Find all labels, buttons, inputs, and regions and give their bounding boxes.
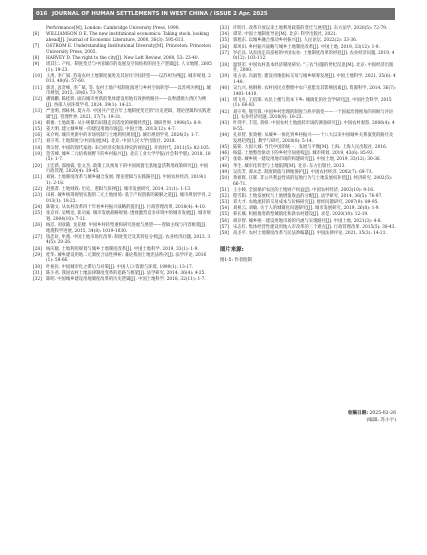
reference-text: 程雪阳. 土地发展权与土地增值收益的分配[J]. 法学研究, 2014, 36(5): 76-97. [233,193,383,199]
reference-number: [27] [33,234,42,240]
reference-text: 刘祖云, 刘敏. 关于人的城镇化问题研究[J]. 城市发展研究, 2019, 26(8): 1-9. [233,206,380,212]
reference-text: 韩长赋. 积极推进新型城镇化和新农村建设[J]. 求是, 2020(10): 12-19. [233,212,369,218]
reference-text: 陈小君. 我国农村土地法律制度变革的思路与框架[J]. 法学研究, 2014, 36(4): 4-25. [46,270,206,276]
reference-text: 韩俊. 土地政策: 从小规模均田制走向适度的规模经营[J]. 调研世界, 1998(5): 8-9. [46,120,202,126]
reference-number: [14] [33,120,42,126]
reference-text: 周飞舟, 王绍琛. 农民上楼与资本下乡: 城镇化的社会学研究[J]. 中国社会科学, 2015(1): 66-83. [233,97,392,109]
reference-text: 温铁军. 中国农村基本经济制度研究: "三农"问题的世纪反思[M]. 北京: 中国经济出版社, 2000. [233,62,394,74]
reference-item [33,139,212,145]
reference-item [33,247,212,253]
reference-number: [7] [33,43,40,49]
reference-item [220,157,396,163]
reference-text: 叶裕民. 中国城市化之滞后与对策[J]. 中国人口·资源与环境, 1999(1): 13-17. [46,264,194,270]
reference-item [220,110,396,121]
reference-number: [51] [220,187,229,193]
reference-item [220,51,396,62]
reference-text: 叶剑平, 丰雷, 蒋妍. 中国农村土地流转市场的调查研究[J]. 中国农村观察, 2006(4): 48-55. [233,121,395,133]
reference-number: [48] [220,163,229,169]
reference-number: [43] [220,121,229,127]
reference-item [220,63,396,74]
reference-text: 郑风田. 乡村振兴战略与城乡土地制度改革[J]. 中国土地, 2019, 33(12): 1-9. [233,44,380,50]
reference-text: WILLIAMSON O E. The new institutional economics: Taking stock, looking ahead[J]. Journal of Economic Literature, 2000, 38(3): 595-613. [46,32,209,43]
reference-item [33,109,212,120]
reference-text: 杨忍, 刘彦随, 龙花楼. 中国乡村转型重构研究进展与展望——逻辑主线与内容框架[J]. 地理科学进展, 2015, 34(8): 1019-1030. [46,223,207,234]
reference-text: 张娟. 城乡统一建设用地市场的构建研究[J]. 中国土地, 2019, 33(12): 30-36. [233,157,382,163]
reference-number: [23] [33,193,42,199]
reference-text: 刘守英. 土地制度与中国发展[M]. 北京: 中国人民大学出版社, 2018. [46,139,176,145]
reference-item [220,74,396,85]
reference-item [220,225,396,231]
reference-item [33,164,212,175]
reference-number: [22] [33,187,42,193]
reference-item [220,219,396,225]
reference-text: 桂华. 城乡建设用地二元制度合法性辨析: 兼论我国土地宪法秩序[J]. 法学评论, 2016(1): 58-66. [46,252,207,264]
reference-item [33,253,212,264]
reference-number: [20] [33,163,42,169]
reference-text: 刘锐. 土地制度改革与城乡融合发展: 理论逻辑与实践路径[J]. 中国农村经济, 2019(11): 2-18. [46,175,207,186]
reference-text: 陈明. 中国城乡建设用地制度改革的历史逻辑[J]. 中国土地科学, 2018, 32(11): 1-7. [46,276,206,282]
reference-item [33,175,212,186]
reference-number: [21] [33,175,42,181]
reference-number: [31] [33,270,42,276]
reference-number: [18] [33,145,42,151]
reference-item [33,193,212,204]
reference-number: [29] [33,252,42,258]
reference-text: 朱介鸣. 城市更新中的市场机制与土地利用规划[J]. 城市规划学刊, 2024(3): 1-7. [46,133,200,139]
received-date-block [220,410,396,424]
reference-item [33,26,212,32]
reference-text: 杨磊. 土地整治驱动下的乡村空间重构[J]. 城市规划, 2019, 43(6): 85-93. [233,151,374,157]
reference-number: [37] [220,50,229,56]
reference-item [33,74,212,85]
reference-text: 王宏新, 邵俊霖, 张文杰. 政策工具视角下的中国闲置宅基地盘活利用政策研究[J]. 中国行政管理, 2020(4): 39-45. [46,163,209,175]
reference-item [220,170,396,176]
reference-text: 王禹, 李广斌. 苏南农村土地制度演进及其居住空间转型——以苏州为例[J]. 城市规划, 2013, 40(6): 57-60. [46,73,211,85]
reference-number: [58] [220,231,229,237]
reference-text: 吴次芳, 谭永忠. 制度缺陷与耕地保护[J]. 中国农村经济, 2002(7): 69-73. [233,169,373,175]
reference-number: [28] [33,246,42,252]
reference-item [220,121,396,132]
reference-number: [11] [33,85,42,91]
reference-number: [6] [33,32,40,38]
reference-text: 吴九兴, 杨钢桥. 农村居民点整理中农户意愿及其影响因素[J]. 资源科学, 2014, 36(7): 1401-1410. [233,86,396,97]
reference-number: [25] [33,211,42,217]
reference-item [220,188,396,194]
references-right-column [220,26,396,275]
reference-text: 王小映. 全面保护农民的土地财产权益[J]. 中国农村经济, 2003(10): 9-16. [233,187,375,193]
reference-text: 张京祥, 吴缚龙, 崔功豪. 城市发展战略规划: 透视激烈竞争环境中的城市发展[J]. 城市规划, 2004(10): 7-11. [46,211,211,222]
reference-number: [57] [220,224,229,230]
reference-number: [8] [33,55,40,61]
reference-text: 胡存智. 城乡统一建设用地市场的内涵与实现路径[J]. 中国土地, 2021(3): 4-8. [233,218,382,224]
reference-item [220,133,396,144]
reference-text: 钱忠好, 牟燕. 中国土地市场化改革: 制度变迁及其特征分析[J]. 农业经济问题, 2013, 34(5): 20-26. [46,234,211,246]
reference-number: [19] [33,151,42,157]
reference-text: 周其仁. 产权、制度变迁与中国城市的发展及空间结构的再生产逻辑[J]. 人文地理, 2005(1): 19-23. [46,61,212,73]
reference-number: [16] [33,133,42,139]
editor-note: (编辑: 苏小宇) [366,418,396,423]
reference-text: 严金明, 郭栋林, 夏方舟. 中国共产党百年土地制度变迁的"历史逻辑、理论逻辑和实践逻辑"[J]. 管理世界, 2021, 37(7): 19-31. [46,109,211,120]
reference-item [33,271,212,277]
reference-text: 贺雪峰. 城乡二元结构视野下的乡村振兴[J]. 北京工业大学学报(社会科学版), 2018, 18(5): 1-7. [46,151,211,163]
reference-number: [34] [220,32,229,38]
reference-item [220,176,396,187]
reference-item [220,194,396,200]
reference-item [33,121,212,127]
reference-item [33,265,212,271]
journal-name: JOURNAL OF HUMAN SETTLEMENTS IN WEST CHINA / ISSUE 2 Apr. 2025 [52,11,268,17]
received-date: 2025-02-26 [369,411,396,416]
reference-number: [54] [220,206,229,212]
reference-item [220,86,396,97]
reference-item [220,38,396,44]
reference-text: 潘锦鹏, 陈桂娇. 面向城市更新的集体建设用地有效供给路径——以粤港澳大湾区为例[J]. 西部人居环境学刊, 2024, 39(1): 14-21. [46,97,207,108]
reference-text: 张占录, 冯淑怡. 建设用地指标交易与城乡统筹发展[J]. 中国土地科学, 2021, 35(6): 41-48. [233,74,396,85]
reference-item [220,145,396,151]
reference-item [33,277,212,283]
reference-text: 许明月. 改革开放以来土地利用政策的变迁与展望[J]. 东方法学, 2020(5): 72-79. [233,26,388,31]
reference-number: [15] [33,127,42,133]
reference-item [33,187,212,193]
reference-item [33,211,212,222]
reference-number: [17] [33,139,42,145]
reference-number: [24] [33,205,42,211]
reference-text: 谭荣. 中国土地制度导论[M]. 北京: 科学出版社, 2021. [233,32,338,38]
reference-number: [10] [33,73,42,79]
reference-text: 刘守英, 熊雪锋. 中国乡村治理的制度与秩序演变——一个国家治理视角的回顾与评论[J]. 农业经济问题, 2018(9): 10-23. [233,109,394,121]
reference-text: 陆铭. 大国大城: 当代中国的统一、发展与平衡[M]. 上海: 上海人民出版社, 2016. [233,145,388,150]
reference-item [220,98,396,109]
reference-number: [9] [33,61,40,67]
reference-number: [39] [220,74,229,80]
reference-item [220,164,396,170]
reference-text: 华生. 城市化转型与土地陷阱[M]. 北京: 东方出版社, 2013. [233,163,346,169]
reference-item [33,127,212,133]
reference-text: 赵燕菁. 土地财政: 历史、逻辑与抉择[J]. 城市发展研究, 2014, 21(1): 1-13. [46,187,192,193]
reference-number: [52] [220,193,229,199]
reference-number: [30] [33,264,42,270]
reference-item [220,26,396,32]
reference-item [33,235,212,246]
reference-number: [35] [220,38,229,44]
reference-item [33,97,212,108]
reference-item [33,152,212,163]
reference-text: 郭炎, 袁奇峰, 李广斌, 等. 农村土地产权制度演进与乡村空间转型——以苏州为例[J]. 城市规划, 2015, 39(6): 73-79. [46,85,211,97]
reference-item [220,231,396,237]
reference-text: OSTROM E. Understanding Institutional Diversity[M]. Princeton: Princeton University Press, 2005. [46,43,211,55]
reference-text: 陈锡文. 从农村改革四十年看乡村振兴战略的提出[J]. 行政管理改革, 2018(4): 4-10. [46,205,207,211]
reference-number: [50] [220,175,229,181]
reference-item [220,200,396,206]
reference-item [33,62,212,73]
reference-number: [45] [220,145,229,150]
reference-number: [56] [220,218,229,224]
reference-number: [41] [220,97,229,103]
reference-item [220,212,396,218]
reference-text: 高圣平. 农村土地制度改革与民法典编纂[J]. 中国法律评论, 2021, 35(3): 14-21. [233,231,387,237]
reference-item [33,133,212,139]
reference-number: [47] [220,157,229,163]
image-source-item: 图1-5: 作者绘制 [220,257,252,263]
reference-text: 黄祖辉, 汪晖. 非公共利益性质的征地行为与土地发展权补偿[J]. 经济研究, 2002(5): 66-71. [233,175,393,187]
reference-item [33,223,212,234]
reference-number: [33] [220,26,229,31]
reference-number: [26] [33,223,42,229]
reference-number: [36] [220,44,229,50]
reference-text: 田莉. 城乡统筹规划实施的二元土地困境: 基于产权创新的破解之道[J]. 城市规划学刊, 2013(1): 18-22. [46,193,211,204]
reference-text: 邓大才. 农地流转的交易成本与价格研究[J]. 财经问题研究, 2007(9): 89-95. [233,200,379,206]
page-number: 016 [36,11,48,17]
reference-number: [53] [220,200,229,206]
reference-number: [49] [220,169,229,175]
image-source-title: 图片来源: [220,246,244,253]
reference-text: 罗必良. 从贫困走向富裕的中国农业: 土地制度改革的经验[J]. 农业经济问题, 2019, 40(12): 103-112. [233,50,395,62]
reference-item [33,44,212,55]
reference-text: Performance[M]. London: Cambridge University Press, 1990. [46,26,180,31]
references-left-column [33,26,212,283]
reference-text: 姜大明. 建立城乡统一的建设用地市场[J]. 中国土地, 2013(12): 4-7. [46,127,177,133]
journal-header-bar [33,8,395,20]
reference-item [33,205,212,211]
reference-text: HARVEY D. The right to the city[J]. New Left Review, 2008, 53: 23-40. [46,55,199,61]
reference-text: 黄宗智. 中国的现代家庭: 来自经济史和法律史的视角[J]. 开放时代, 2011(5): 82-105. [46,145,211,151]
reference-number: [46] [220,151,229,157]
reference-number: [40] [220,86,229,92]
reference-text: 宋志红. 集体经营性建设用地入市改革的三个难点[J]. 行政管理改革, 2015(5): 38-43. [233,224,396,230]
reference-number: [55] [220,212,229,218]
reference-number: [32] [33,276,42,282]
reference-item [220,32,396,38]
reference-number: [42] [220,109,229,115]
reference-number: [44] [220,133,229,139]
reference-item [33,86,212,97]
reference-text: 郭旭东. 以城乡融合推动乡村振兴[J]. 人民论坛, 2022(2): 33-36. [233,38,358,44]
reference-text: 孔祥智, 张效榕. 从城乡一体化到乡村振兴——十八大以来中国城乡关系演变的路径及发展趋势[J]. 教学与研究, 2018(8): 5-14. [233,133,394,144]
reference-text: 杨庆媛. 土地利用规划与城乡土地制度改革[J]. 中国土地科学, 2019, 33(1): 1-9. [46,246,199,252]
reference-number: [38] [220,62,229,68]
reference-item [220,151,396,157]
reference-item [33,32,212,43]
received-label: 收稿日期: [347,411,369,416]
reference-item [33,146,212,152]
reference-item [220,45,396,51]
reference-number: [12] [33,97,42,103]
reference-number: [13] [33,109,42,115]
reference-item [33,56,212,62]
